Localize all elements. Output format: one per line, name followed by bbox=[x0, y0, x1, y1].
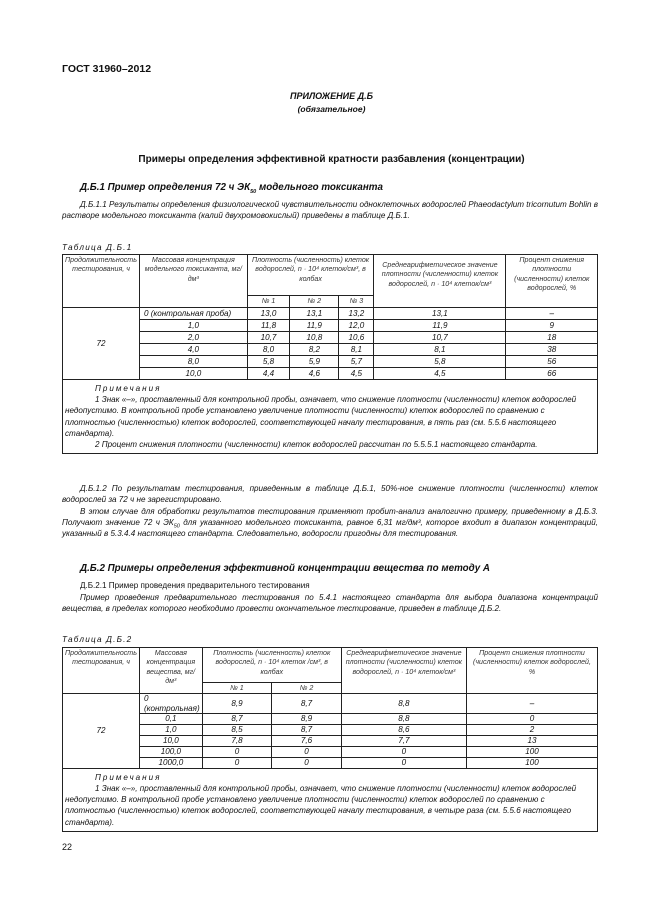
table-cell: 13 bbox=[466, 735, 597, 746]
table-cell: 8,8 bbox=[341, 694, 466, 713]
section2-subheading: Д.Б.2.1 Пример проведения предварительного тестирования bbox=[80, 581, 310, 590]
t1-header-time: Продолжительность тестирования, ч bbox=[63, 255, 140, 308]
t2-header-pct: Процент снижения плотности (численности) клеток водорослей, % bbox=[466, 648, 597, 694]
paragraph-probit: В этом случае для обработки результатов тестирования применяют пробит-анализ аналогично примеру, приведенному в Д.Б.3. Получают значение 72 ч $ЭК_{50}$ для указанного модельного токсиканта, равное 6,31 мг/дм³, которое входит в диапазон концентраций, указанный в 5.3.4.4 настоящего стандарта. Следовательно, водоросли пригодны для тестирования. bbox=[62, 507, 599, 539]
t2-header-n1: № 1 bbox=[202, 683, 272, 694]
table2 bbox=[62, 647, 598, 832]
table-cell: 66 bbox=[506, 368, 598, 380]
table-cell: 7,7 bbox=[341, 735, 466, 746]
document-header: ГОСТ 31960–2012 bbox=[62, 63, 152, 75]
t2-note-1: 1 Знак «–», проставленный для контрольной пробы, означает, что снижение плотности (численности) клеток водорослей недопустимо. В контрольной пробе установлено увеличение плотности (численности) клеток водорослей по сравнению с плотностью (численностью) клеток водорослей, соответствующей началу тестирования, в четыре раза (см. 5.5.6 настоящего стандарта). bbox=[65, 783, 577, 827]
table-cell: 56 bbox=[506, 356, 598, 368]
section2-paragraph: Пример проведения предварительного тестирования по 5.4.1 настоящего стандарта для выбора диапазона концентраций вещества, в пределах которого необходимо провести окончательное тестирование, приведен в таблице Д.Б.2. bbox=[62, 593, 598, 614]
t1-header-n3: № 3 bbox=[339, 296, 374, 308]
table-cell: 10,8 bbox=[290, 332, 339, 344]
table-cell: 0,1 bbox=[139, 713, 202, 724]
table-cell: 13,2 bbox=[339, 308, 374, 320]
table-cell: 0 bbox=[341, 746, 466, 757]
table-cell: 11,9 bbox=[290, 320, 339, 332]
appendix-subtitle: (обязательное) bbox=[297, 104, 366, 114]
t2-notes-heading: Примечания bbox=[95, 772, 162, 782]
table-cell: 7,8 bbox=[202, 735, 272, 746]
table-cell: 13,1 bbox=[290, 308, 339, 320]
table1 bbox=[62, 254, 598, 454]
table-cell: 0 bbox=[202, 757, 272, 768]
table-cell: 0 (контрольная) bbox=[139, 694, 202, 713]
t2-header-conc: Массовая концентрация вещества, мг/дм³ bbox=[139, 648, 202, 694]
table-cell: 10,0 bbox=[139, 735, 202, 746]
section1-paragraph: Д.Б.1.1 Результаты определения физиологической чувствительности одноклеточных водорослей Phaeodactylum tricornutum Bohlin в растворе модельного токсиканта (калий двухромовокислый) приведены в таблице Д.Б.1. bbox=[62, 200, 598, 221]
table-cell: 10,7 bbox=[374, 332, 506, 344]
section1-heading: Д.Б.1 Пример определения 72 ч $ЭК_{50}$ модельного токсиканта bbox=[80, 182, 383, 195]
table-cell: 10,0 bbox=[139, 368, 247, 380]
table-cell: 4,5 bbox=[339, 368, 374, 380]
table-cell: 1,0 bbox=[139, 320, 247, 332]
table-cell: – bbox=[506, 308, 598, 320]
table-cell: 0 bbox=[341, 757, 466, 768]
table-cell: 5,9 bbox=[290, 356, 339, 368]
table-cell: 9 bbox=[506, 320, 598, 332]
table-cell: 8,8 bbox=[341, 713, 466, 724]
table-cell: 100 bbox=[466, 757, 597, 768]
table-cell: 38 bbox=[506, 344, 598, 356]
table-cell: 0 bbox=[272, 757, 342, 768]
table-cell: 100,0 bbox=[139, 746, 202, 757]
table-cell: 7,6 bbox=[272, 735, 342, 746]
t2-notes bbox=[63, 768, 598, 831]
table-cell: 0 (контрольная проба) bbox=[139, 308, 247, 320]
table-cell: 0 bbox=[466, 713, 597, 724]
t1-header-n1: № 1 bbox=[247, 296, 290, 308]
table-cell: 4,4 bbox=[247, 368, 290, 380]
t2-header-n2: № 2 bbox=[272, 683, 342, 694]
table-cell: 11,9 bbox=[374, 320, 506, 332]
table-cell: 4,5 bbox=[374, 368, 506, 380]
t1-header-conc: Массовая концентрация модельного токсиканта, мг/дм³ bbox=[139, 255, 247, 308]
paragraph-d-b-1-2: Д.Б.1.2 По результатам тестирования, приведенным в таблице Д.Б.1, 50%-ное снижение плотности (численности) клеток водорослей за 72 ч не зарегистрировано. bbox=[62, 484, 598, 505]
appendix-title: ПРИЛОЖЕНИЕ Д.Б bbox=[290, 91, 373, 101]
t1-header-pct: Процент снижения плотности (численности) клеток водорослей, % bbox=[506, 255, 598, 308]
t1-header-mean: Среднеарифметическое значение плотности (численности) клеток водорослей, n · 10⁴ клеток/см³ bbox=[374, 255, 506, 308]
page-number: 22 bbox=[62, 842, 73, 852]
table-cell: 13,1 bbox=[374, 308, 506, 320]
t1-notes-heading: Примечания bbox=[95, 384, 162, 393]
table-cell: 12,0 bbox=[339, 320, 374, 332]
table-cell: 8,1 bbox=[339, 344, 374, 356]
t1-header-density: Плотность (численность) клеток водорослей, n · 10⁴ клеток/см³, в колбах bbox=[247, 255, 374, 296]
table-cell: 4,6 bbox=[290, 368, 339, 380]
table-cell: 11,8 bbox=[247, 320, 290, 332]
table-cell: 8,7 bbox=[202, 713, 272, 724]
table-cell: 8,7 bbox=[272, 724, 342, 735]
t2-header-mean: Среднеарифметическое значение плотности (численности) клеток водорослей, n · 10⁴ клеток/см³ bbox=[341, 648, 466, 694]
table-cell: 1000,0 bbox=[139, 757, 202, 768]
table-cell: 5,7 bbox=[339, 356, 374, 368]
table-cell: 4,0 bbox=[139, 344, 247, 356]
table1-caption: Таблица Д.Б.1 bbox=[62, 243, 133, 252]
t1-header-n2: № 2 bbox=[290, 296, 339, 308]
table-cell: 8,9 bbox=[272, 713, 342, 724]
t1-note-2: 2 Процент снижения плотности (численности) клеток водорослей рассчитан по 5.5.5.1 настоящего стандарта. bbox=[95, 440, 538, 450]
table-cell: 5,8 bbox=[374, 356, 506, 368]
table-cell: 2 bbox=[466, 724, 597, 735]
t2-header-density: Плотность (численность) клеток водорослей, n · 10⁴ клеток /см³, в колбах bbox=[202, 648, 341, 683]
table-cell: 0 bbox=[202, 746, 272, 757]
table-cell: 8,6 bbox=[341, 724, 466, 735]
main-title: Примеры определения эффективной кратности разбавления (концентрации) bbox=[138, 154, 525, 165]
t1-time-cell: 72 bbox=[63, 308, 140, 380]
table2-caption: Таблица Д.Б.2 bbox=[62, 635, 133, 644]
table-cell: 8,1 bbox=[374, 344, 506, 356]
table-cell: 18 bbox=[506, 332, 598, 344]
table-cell: 13,0 bbox=[247, 308, 290, 320]
section2-heading: Д.Б.2 Примеры определения эффективной концентрации вещества по методу А bbox=[80, 563, 490, 574]
table-cell: 8,7 bbox=[272, 694, 342, 713]
t2-header-time: Продолжительность тестирования, ч bbox=[63, 648, 140, 694]
table-cell: 1,0 bbox=[139, 724, 202, 735]
t2-time-cell: 72 bbox=[63, 694, 140, 768]
table-cell: 8,0 bbox=[139, 356, 247, 368]
table-cell: 2,0 bbox=[139, 332, 247, 344]
table-cell: 8,0 bbox=[247, 344, 290, 356]
table-cell: 5,8 bbox=[247, 356, 290, 368]
table-cell: 10,6 bbox=[339, 332, 374, 344]
t1-note-1: 1 Знак «–», проставленный для контрольной пробы, означает, что снижение плотности (численности) клеток водорослей недопустимо. В контрольной пробе установлено увеличение плотности (численности) клеток водорослей по сравнению с плотностью (численностью) клеток водорослей, соответствующей началу тестирования, в пять раз (см. 5.5.6 настоящего стандарта). bbox=[65, 395, 577, 438]
t1-notes bbox=[63, 380, 598, 454]
table-cell: 100 bbox=[466, 746, 597, 757]
table-cell: – bbox=[466, 694, 597, 713]
table-cell: 10,7 bbox=[247, 332, 290, 344]
table-cell: 8,2 bbox=[290, 344, 339, 356]
table-cell: 8,9 bbox=[202, 694, 272, 713]
table-cell: 8,5 bbox=[202, 724, 272, 735]
table-cell: 0 bbox=[272, 746, 342, 757]
